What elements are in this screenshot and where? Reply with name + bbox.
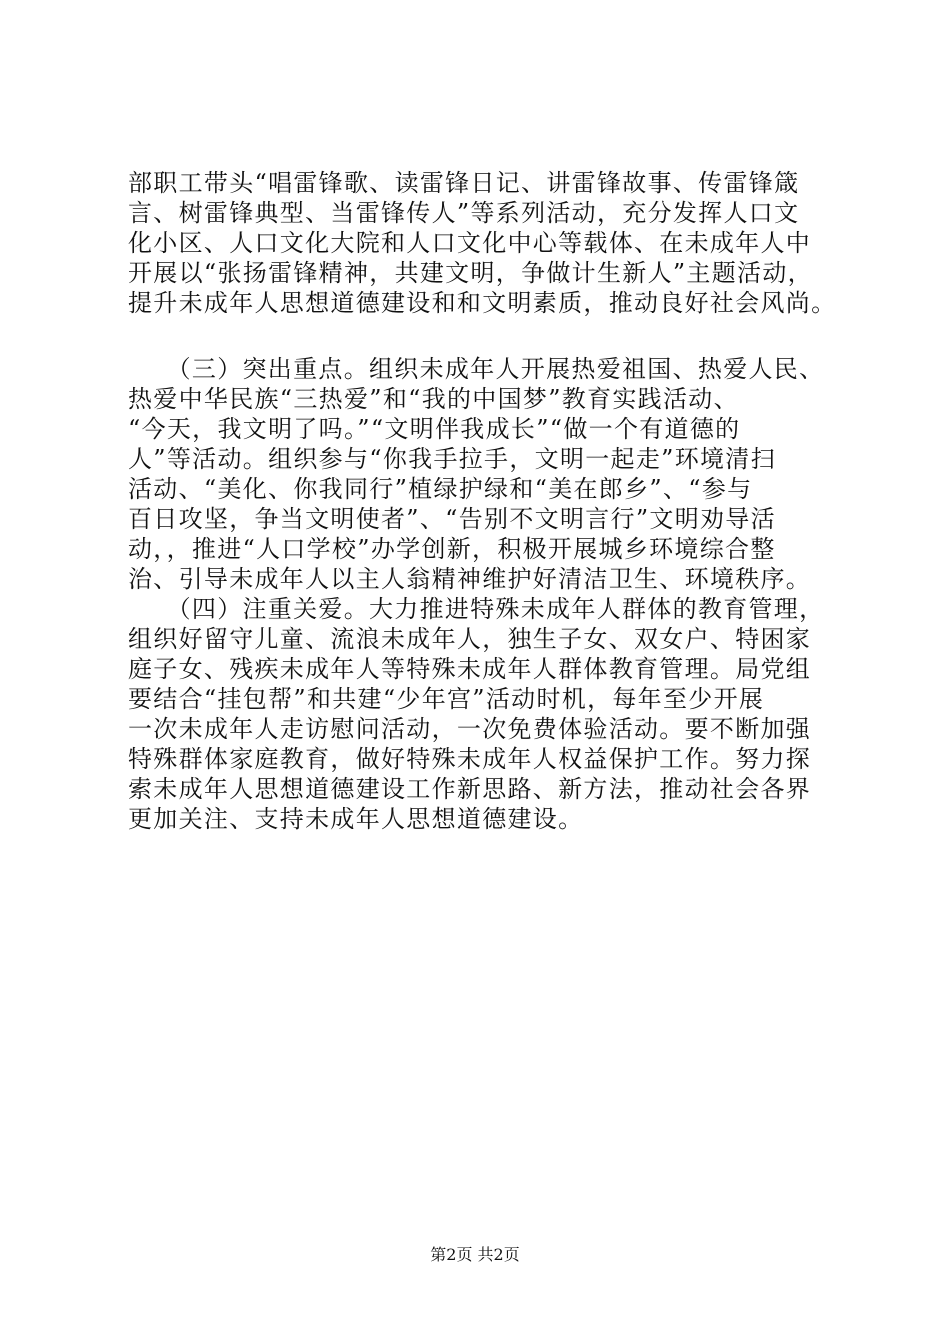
text-line: 人”等活动。组织参与“你我手拉手，文明一起走”环境清扫 bbox=[128, 445, 776, 473]
text-line: 庭子女、残疾未成年人等特殊未成年人群体教育管理。局党组 bbox=[128, 655, 812, 683]
text-line: 治、引导未成年人以主人翁精神维护好清洁卫生、环境秩序。 bbox=[128, 565, 812, 593]
text-line: 提升未成年人思想道德建设和和文明素质，推动良好社会风尚。 bbox=[128, 289, 837, 317]
text-line: 一次未成年人走访慰问活动，一次免费体验活动。要不断加强 bbox=[128, 715, 812, 743]
text-line: （四）注重关爱。大力推进特殊未成年人群体的教育管理， bbox=[128, 595, 825, 623]
text-line: 更加关注、支持未成年人思想道德建设。 bbox=[128, 805, 584, 833]
text-line: 要结合“挂包帮”和共建“少年宫”活动时机，每年至少开展 bbox=[128, 685, 765, 713]
text-line: 动，，推进“人口学校”办学创新，积极开展城乡环境综合整 bbox=[128, 535, 776, 563]
text-line: 部职工带头“唱雷锋歌、读雷锋日记、讲雷锋故事、传雷锋箴 bbox=[128, 169, 800, 197]
text-line: 言、树雷锋典型、当雷锋传人”等系列活动，充分发挥人口文 bbox=[128, 199, 800, 227]
text-line: 组织好留守儿童、流浪未成年人，独生子女、双女户、特困家 bbox=[128, 625, 812, 653]
text-line: 热爱中华民族“三热爱”和“我的中国梦”教育实践活动、 bbox=[128, 385, 739, 413]
text-line: 特殊群体家庭教育，做好特殊未成年人权益保护工作。努力探 bbox=[128, 745, 812, 773]
text-line: 索未成年人思想道德建设工作新思路、新方法，推动社会各界 bbox=[128, 775, 812, 803]
text-line: “今天，我文明了吗。”“文明伴我成长”“做一个有道德的 bbox=[128, 415, 741, 443]
text-line: 百日攻坚，争当文明使者”、“告别不文明言行”文明劝导活 bbox=[128, 505, 776, 533]
text-line: 化小区、人口文化大院和人口文化中心等载体、在未成年人中 bbox=[128, 229, 812, 257]
text-line: 活动、“美化、你我同行”植绿护绿和“美在郎乡”、“参与 bbox=[128, 475, 753, 503]
document-body bbox=[128, 168, 837, 834]
text-line: 开展以“张扬雷锋精神，共建文明，争做计生新人”主题活动， bbox=[128, 259, 813, 287]
text-line: （三）突出重点。组织未成年人开展热爱祖国、热爱人民、 bbox=[128, 355, 825, 383]
paragraph-section-four bbox=[128, 594, 828, 834]
paragraph-lei-feng-activities bbox=[128, 168, 837, 318]
paragraph-spacer bbox=[128, 318, 828, 354]
paragraph-section-three bbox=[128, 354, 828, 594]
page-number-footer: 第2页 共2页 bbox=[430, 1245, 520, 1264]
